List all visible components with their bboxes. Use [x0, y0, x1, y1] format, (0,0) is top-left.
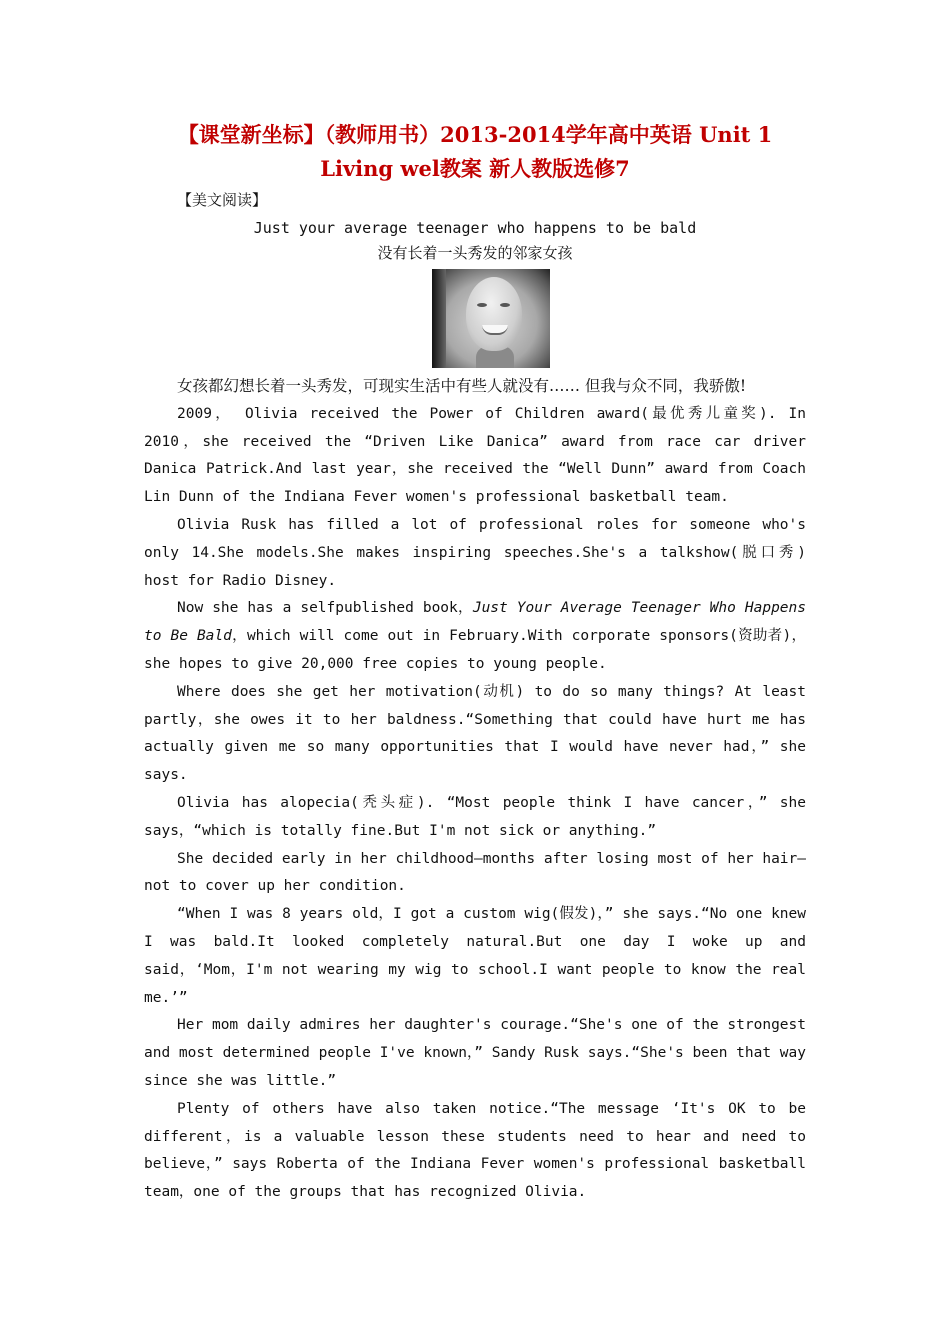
- paragraph-2: Olivia Rusk has filled a lot of professional roles for someone who's only 14.She models.She makes inspiring speeches.She's a talkshow(脱口秀) host for Radio Disney.: [144, 516, 806, 589]
- paragraph-8: Her mom daily admires her daughter's courage.“She's one of the strongest and most determined people I've known，” Sandy Rusk says.“She's been that way since she was little.”: [144, 1017, 806, 1089]
- paragraph-3-start: Now she has a selfpublished book，: [177, 600, 473, 617]
- article-title-en: Just your average teenager who happens to be bald: [253, 219, 697, 237]
- book-title: Just Your Average Teenager Who Happens to Be Bald: [144, 600, 806, 645]
- photo-eye-right: [500, 303, 510, 307]
- portrait-photo: [432, 269, 550, 368]
- photo-head: [466, 277, 522, 351]
- paragraph-1: 2009， Olivia received the Power of Children award(最优秀儿童奖). In 2010，she received the “Driven Like Danica” award from race car driver Danica Patrick.And last year，she received the “Well Dunn” award from Coach Lin Dunn of the Indiana Fever women's professional basketball team.: [144, 405, 806, 506]
- paragraph-3-end: ，which will come out in February.With corporate sponsors(资助者)，she hopes to give 20,000 free copies to young people.: [144, 628, 806, 672]
- title-line-1: 【课堂新坐标】（教师用书）2013-2014学年高中英语 Unit 1: [177, 122, 773, 147]
- section-tag: 【美文阅读】: [177, 191, 268, 209]
- article-body: [144, 373, 806, 1207]
- document-title: [130, 118, 820, 186]
- title-line-2: Living wel教案 新人教版选修7: [320, 156, 630, 181]
- paragraph-5: Olivia has alopecia(秃头症). “Most people think I have cancer，” she says，“which is totally fine.But I'm not sick or anything.”: [144, 794, 806, 839]
- paragraph-9: Plenty of others have also taken notice.“The message ‘It's OK to be different，is a valuable lesson these students need to hear and need to believe，” says Roberta of the Indiana Fever women's professional basketball team，one of the groups that has recognized Olivia.: [144, 1100, 806, 1201]
- article-title-cn: 没有长着一头秀发的邻家女孩: [377, 244, 573, 262]
- photo-eye-left: [477, 303, 487, 307]
- photo-edge: [432, 269, 446, 368]
- paragraph-6: She decided early in her childhood—months after losing most of her hair—not to cover up her condition.: [144, 850, 806, 895]
- paragraph-4: Where does she get her motivation(动机) to do so many things? At least partly，she owes it to her baldness.“Something that could have hurt me has actually given me so many opportunities that I would have never had，” she says.: [144, 683, 806, 784]
- intro-paragraph: 女孩都幻想长着一头秀发，可现实生活中有些人就没有…… 但我与众不同，我骄傲!: [177, 377, 747, 395]
- paragraph-7: “When I was 8 years old，I got a custom wig(假发)，” she says.“No one knew I was bald.It looked completely natural.But one day I woke up and said，‘Mom，I'm not wearing my wig to school.I want people to know the real me.’”: [144, 906, 806, 1006]
- paragraph-3: [144, 595, 806, 678]
